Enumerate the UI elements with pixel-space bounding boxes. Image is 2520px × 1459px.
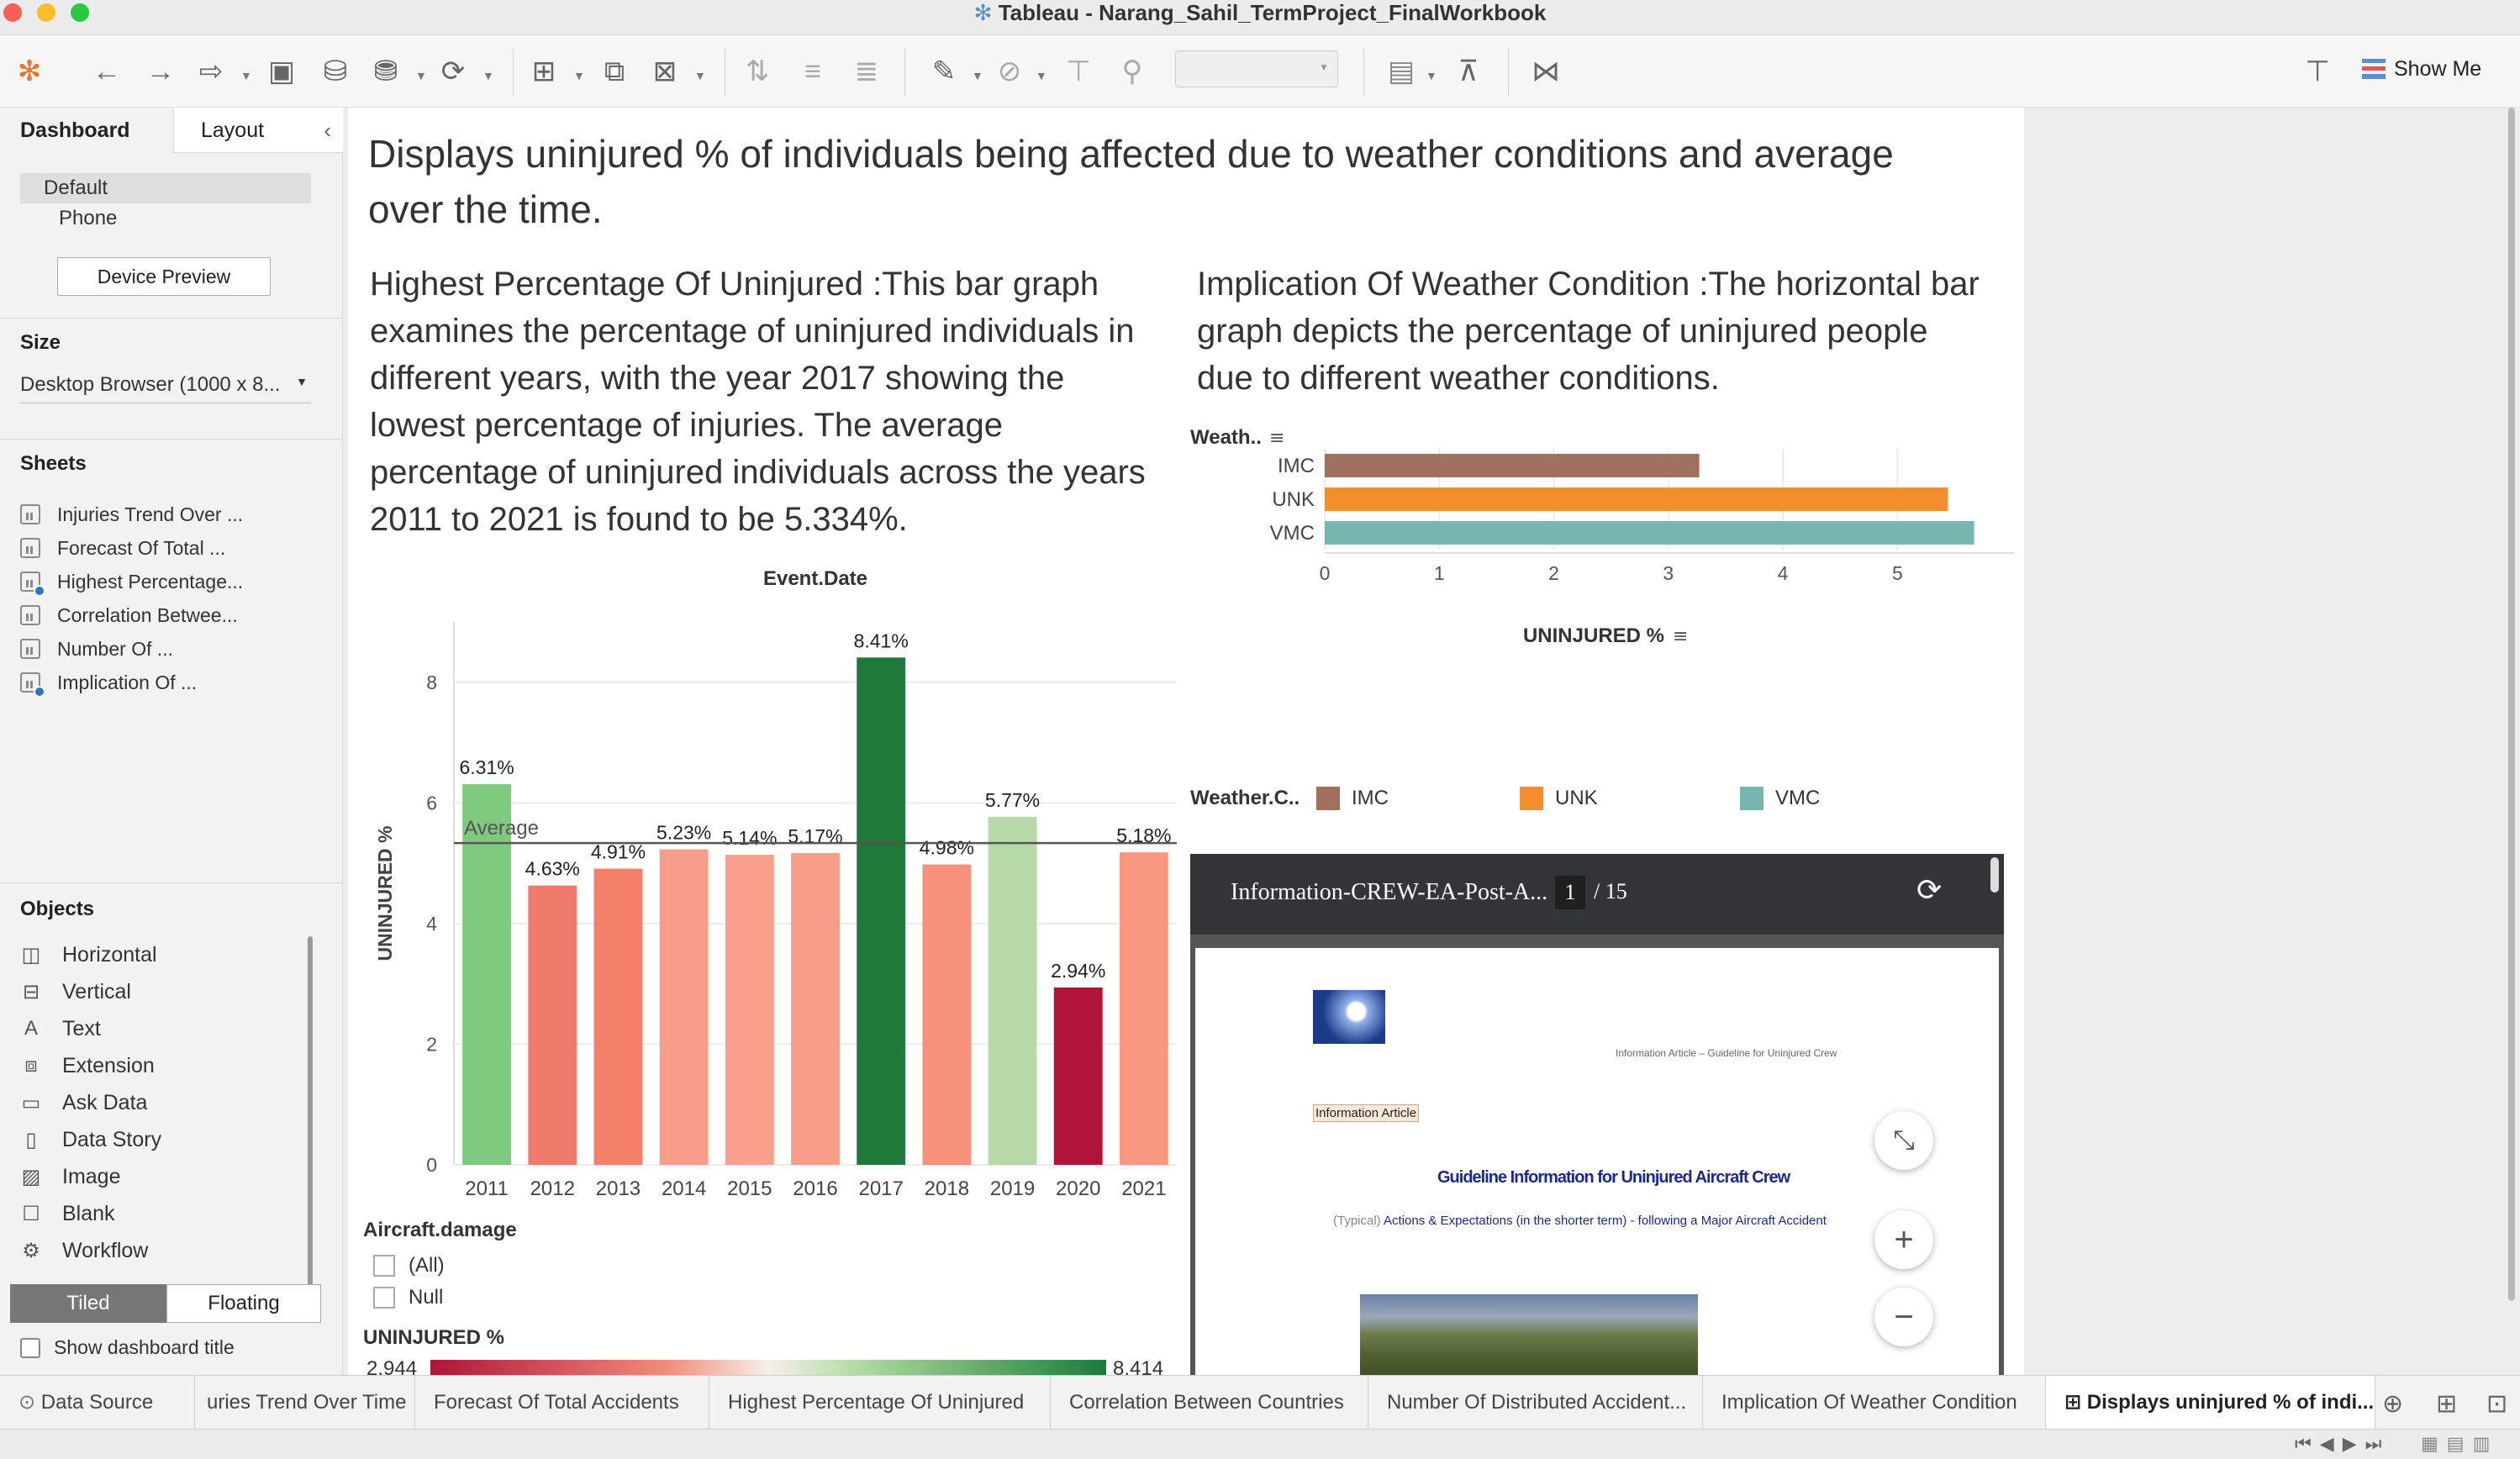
back-icon[interactable]: ← (92, 55, 121, 87)
x-tick-label: 2011 (465, 1177, 509, 1200)
pdf-logo-image (1313, 990, 1385, 1044)
legend-swatch-imc[interactable] (1316, 787, 1340, 810)
object-image[interactable]: ▨ Image (21, 1164, 121, 1188)
data-label: 4.91% (590, 840, 646, 863)
device-preview-button[interactable]: Device Preview (57, 257, 271, 296)
tab-sheet[interactable]: uries Trend Over Time (195, 1376, 415, 1430)
view-mode-icon[interactable]: ▦▤▥ (2421, 1433, 2499, 1454)
tab-data-source[interactable]: ⊙ Data Source (0, 1376, 195, 1430)
chevron-down-icon[interactable]: ▼ (694, 69, 706, 82)
new-story-tab-icon[interactable]: ⊡ (2486, 1390, 2508, 1418)
x-axis-label: UNINJURED % (1522, 624, 1664, 642)
chevron-down-icon[interactable]: ▼ (482, 69, 494, 82)
left-description-text: Highest Percentage Of Uninjured :This bar graph examines the percentage of uninjured individuals in different years, with the year 2017 showing the lowest percentage of injuries. The average percentage of uninjured individuals across the years 2011 to 2021 is found to be 5.334%. (370, 266, 1146, 538)
bar-2013 (594, 869, 643, 1165)
data-label: 5.18% (1116, 824, 1172, 847)
bar-2011 (462, 784, 511, 1165)
pause-updates-icon[interactable]: ⛃ (373, 55, 398, 87)
data-story-icon: ▯ (25, 1128, 37, 1151)
legend-swatch-unk[interactable] (1520, 787, 1543, 810)
sheet-tab-bar (0, 1375, 2520, 1429)
data-source-icon: ⊙ (18, 1391, 41, 1414)
ask-data-icon: ▭ (21, 1091, 41, 1114)
chevron-down-icon: ▼ (296, 375, 308, 388)
pdf-viewer (1190, 854, 2004, 1378)
tiled-button[interactable]: Tiled (10, 1284, 166, 1323)
tab-sheet[interactable]: Highest Percentage Of Uninjured (709, 1376, 1051, 1430)
sheet-item[interactable]: Forecast Of Total ... (20, 533, 225, 563)
weather-legend-title: Weather.C.. (1190, 787, 1300, 809)
bar-2014 (660, 850, 709, 1165)
save-icon[interactable]: ▣ (267, 55, 296, 87)
tableau-logo-icon[interactable]: ✻ (17, 55, 42, 87)
bar-UNK (1325, 487, 1948, 511)
status-bar (0, 1429, 2520, 1459)
presentation-mode-icon[interactable]: ⊼ (1458, 55, 1479, 87)
worksheet-used-icon (20, 672, 40, 693)
data-label: 5.23% (656, 821, 712, 844)
sheet-item[interactable]: Number Of ... (20, 634, 173, 664)
x-tick-label: 2020 (1056, 1177, 1101, 1200)
vertical-icon: ⊟ (22, 980, 40, 1003)
sort-ascending-icon[interactable]: ≡ (804, 55, 821, 87)
show-dashboard-title-checkbox[interactable]: Show dashboard title (20, 1336, 235, 1359)
x-tick-label: 2015 (727, 1177, 772, 1200)
filter-option-null[interactable]: Null (373, 1286, 443, 1309)
rotate-icon[interactable]: ⟳ (1916, 872, 1943, 907)
x-tick-label: 2 (1548, 562, 1559, 584)
tab-active-dashboard[interactable]: ⊞ Displays uninjured % of indi... (2046, 1376, 2375, 1430)
bar-2020 (1054, 988, 1103, 1165)
y-tick-label: 8 (426, 671, 437, 693)
bar-2018 (922, 865, 971, 1165)
data-label: 4.98% (919, 836, 974, 859)
show-me-icon (2362, 59, 2386, 79)
redo-run-icon[interactable]: ⇨ (198, 55, 224, 87)
pdf-scrollbar[interactable] (1990, 857, 1999, 893)
bar-2015 (725, 855, 774, 1165)
show-mark-labels-icon[interactable]: ⊤ (1066, 55, 1091, 87)
chevron-down-icon[interactable]: ▼ (415, 69, 427, 82)
bar-2016 (791, 853, 840, 1165)
checkbox-icon (373, 1255, 395, 1277)
object-data-story[interactable]: ▯ Data Story (20, 1123, 161, 1156)
pdf-photo-image (1360, 1294, 1698, 1385)
filter-option-all[interactable]: (All) (373, 1254, 445, 1277)
new-worksheet-icon[interactable]: ⊞ (531, 55, 556, 87)
check-icon (34, 686, 45, 698)
x-tick-label: 2018 (924, 1177, 970, 1200)
chart-title: Event.Date (762, 567, 868, 590)
x-tick-label: 2016 (793, 1177, 838, 1200)
worksheet-icon (20, 605, 40, 625)
share-icon[interactable]: ⋈ (1532, 55, 1560, 87)
check-icon (34, 585, 45, 597)
chevron-down-icon[interactable]: ▼ (1426, 69, 1437, 82)
tab-sheet[interactable]: Forecast Of Total Accidents (415, 1376, 709, 1430)
object-blank[interactable]: ☐ Blank (20, 1197, 115, 1230)
tableau-doc-icon: ✻ (973, 0, 999, 25)
chevron-down-icon[interactable]: ▼ (240, 69, 252, 82)
x-tick-label: 3 (1663, 562, 1674, 584)
legend-label-imc[interactable]: IMC (1352, 787, 1389, 809)
right-description-text: Implication Of Weather Condition :The horizontal bar graph depicts the percentage of uninjured people due to different weather conditions. (1197, 266, 1980, 397)
y-axis-label: Weath.. (1190, 426, 1262, 449)
tab-sheet[interactable]: Number Of Distributed Accident... (1368, 1376, 1703, 1430)
data-label: 2.94% (1051, 959, 1106, 982)
color-legend-min: 2.944 (366, 1360, 418, 1375)
sort-icon: ≡ (1673, 626, 1689, 642)
window-title: ✻ Tableau - Narang_Sahil_TermProject_FinalWorkbook (973, 0, 1547, 25)
y-tick-label: UNK (1272, 488, 1315, 511)
x-tick-label: 2017 (858, 1177, 904, 1200)
object-extension[interactable]: ⧈ Extension (20, 1049, 155, 1082)
object-text[interactable]: A Text (20, 1012, 101, 1046)
uninjured-by-year-chart (361, 555, 1185, 1219)
x-tick-label: 4 (1777, 562, 1789, 584)
y-axis-label: UNINJURED % (374, 825, 396, 961)
new-worksheet-tab-icon[interactable]: ⊕ (2382, 1390, 2404, 1418)
chevron-down-icon[interactable]: ▼ (1036, 69, 1047, 82)
size-section-label: Size (20, 331, 61, 354)
zoom-out-icon[interactable]: − (1874, 1288, 1933, 1346)
show-me-button[interactable]: Show Me (2362, 52, 2481, 86)
tab-sheet[interactable]: Implication Of Weather Condition (1703, 1376, 2046, 1430)
size-select[interactable]: Desktop Browser (1000 x 8... ▼ (20, 373, 311, 403)
window-title-bar (0, 0, 2520, 35)
data-label: 5.77% (984, 788, 1041, 811)
checkbox-icon (20, 1338, 40, 1358)
device-phone[interactable]: Phone (59, 207, 118, 229)
pdf-tag: Information Article (1313, 1104, 1419, 1122)
y-tick-label: VMC (1269, 522, 1315, 545)
uninjured-by-weather-chart (1185, 415, 2017, 642)
forward-icon[interactable]: → (146, 55, 175, 87)
toolbar (0, 35, 2520, 108)
y-tick-label: IMC (1278, 455, 1315, 477)
worksheet-used-icon (20, 571, 40, 592)
objects-scrollbar[interactable] (308, 936, 313, 1289)
image-icon: ▨ (21, 1165, 41, 1188)
pdf-page-total: / 15 (1594, 879, 1627, 903)
swap-rows-columns-icon[interactable]: ⇅ (745, 55, 770, 87)
weather-legend (1190, 787, 1820, 810)
paint-format-icon[interactable]: ⊤ (2305, 55, 2330, 87)
workflow-icon: ⚙ (22, 1239, 40, 1262)
sheets-section-label: Sheets (20, 452, 87, 475)
new-data-source-icon[interactable]: ⛁ (323, 55, 348, 87)
worksheet-icon (20, 538, 40, 558)
color-legend-max: 8.414 (1113, 1360, 1164, 1375)
x-tick-label: 2013 (595, 1177, 641, 1200)
clear-sheet-icon[interactable]: ⊠ (652, 55, 677, 87)
x-tick-label: 0 (1319, 562, 1331, 584)
sheet-item[interactable]: Correlation Betwee... (20, 600, 238, 630)
color-legend-gradient (430, 1360, 1106, 1375)
collapse-panel-icon[interactable]: ‹ (324, 118, 331, 143)
dashboard-title: Displays uninjured % of individuals being affected due to weather conditions and average over the time. (368, 132, 1894, 231)
sheet-navigation-icon[interactable]: ⏮◀▶⏭ (2295, 1433, 2391, 1454)
x-tick-label: 2012 (530, 1177, 575, 1200)
sheet-item[interactable]: Highest Percentage... (20, 566, 243, 597)
x-tick-label: 2019 (989, 1177, 1036, 1200)
object-horizontal[interactable]: ◫ Horizontal (21, 942, 157, 967)
worksheet-icon (20, 639, 40, 659)
dashboard-side-panel (0, 108, 343, 1375)
bar-2017 (857, 657, 905, 1165)
pdf-toolbar (1190, 854, 2004, 935)
fit-select[interactable] (1175, 50, 1338, 87)
aircraft-damage-filter-title: Aircraft.damage (363, 1219, 517, 1241)
zoom-in-icon[interactable]: + (1874, 1210, 1933, 1269)
pdf-header-text: Information Article – Guideline for Uninjured Crew (1616, 1047, 1837, 1059)
blank-icon: ☐ (22, 1202, 40, 1225)
tab-sheet[interactable]: Correlation Between Countries (1051, 1376, 1368, 1430)
pin-axes-icon[interactable]: ⚲ (1121, 55, 1143, 87)
x-tick-label: 1 (1433, 562, 1445, 584)
dashboard-icon: ⊞ (2064, 1391, 2087, 1414)
duplicate-sheet-icon[interactable]: ⧉ (604, 55, 625, 87)
sort-icon: ≡ (1269, 428, 1285, 449)
bar-2021 (1120, 852, 1168, 1165)
y-tick-label: 2 (426, 1033, 437, 1056)
bar-IMC (1325, 454, 1700, 477)
sort-descending-icon[interactable]: ≣ (854, 55, 879, 87)
sheet-item[interactable]: Implication Of ... (20, 667, 197, 698)
tab-layout[interactable]: Layout ‹ (173, 108, 343, 153)
chevron-down-icon: ▼ (1319, 61, 1329, 73)
x-tick-label: 2021 (1121, 1177, 1167, 1200)
object-vertical[interactable]: ⊟ Vertical (20, 975, 131, 1009)
tab-dashboard[interactable]: Dashboard (0, 108, 173, 153)
data-label: 8.41% (853, 629, 909, 652)
pdf-filename: Information-CREW-EA-Post-A... (1231, 879, 1548, 905)
highlight-icon[interactable]: ✎ (931, 55, 957, 87)
y-tick-label: 0 (426, 1154, 437, 1176)
bar-2019 (988, 817, 1037, 1165)
object-ask-data[interactable]: ▭ Ask Data (21, 1090, 148, 1114)
color-legend-title: UNINJURED % (363, 1326, 505, 1349)
worksheet-icon (20, 504, 40, 524)
y-tick-label: 6 (426, 792, 437, 814)
show-cards-icon[interactable]: ▤ (1387, 55, 1416, 87)
pdf-page-input[interactable]: 1 (1555, 876, 1585, 909)
chevron-down-icon[interactable]: ▼ (573, 69, 585, 82)
bar-2012 (528, 886, 577, 1165)
new-dashboard-tab-icon[interactable]: ⊞ (2436, 1390, 2458, 1418)
pdf-subtitle: (Typical) Actions & Expectations (in the shorter term) - following a Major Aircraft Accident (1333, 1214, 1827, 1228)
average-label: Average (464, 817, 539, 840)
group-members-icon[interactable]: ⊘ (997, 55, 1022, 87)
chevron-down-icon[interactable]: ▼ (972, 69, 983, 82)
horizontal-icon: ◫ (21, 943, 41, 967)
legend-label-unk[interactable]: UNK (1555, 787, 1598, 809)
object-workflow[interactable]: ⚙ Workflow (20, 1234, 148, 1267)
data-label: 6.31% (459, 756, 514, 779)
fit-page-icon[interactable]: ⤡ (1874, 1111, 1933, 1170)
data-label: 5.14% (722, 827, 778, 850)
refresh-icon[interactable]: ⟳ (440, 55, 466, 87)
data-label: 5.17% (788, 824, 843, 847)
legend-label-vmc[interactable]: VMC (1775, 787, 1821, 809)
sheet-item[interactable]: Injuries Trend Over ... (20, 499, 243, 529)
pdf-doc-title: Guideline Information for Uninjured Aircraft Crew (1437, 1168, 1790, 1187)
text-icon: A (24, 1017, 38, 1040)
legend-swatch-vmc[interactable] (1740, 787, 1763, 810)
objects-section-label: Objects (20, 898, 95, 920)
device-default[interactable]: Default (20, 173, 311, 203)
checkbox-icon (373, 1287, 395, 1309)
data-label: 4.63% (525, 857, 580, 880)
floating-button[interactable]: Floating (166, 1284, 321, 1323)
x-tick-label: 5 (1891, 562, 1903, 584)
y-tick-label: 4 (426, 912, 437, 935)
canvas-scrollbar[interactable] (2508, 108, 2515, 1301)
bar-VMC (1325, 521, 1974, 545)
extension-icon: ⧈ (24, 1054, 38, 1077)
x-tick-label: 2014 (661, 1177, 707, 1200)
